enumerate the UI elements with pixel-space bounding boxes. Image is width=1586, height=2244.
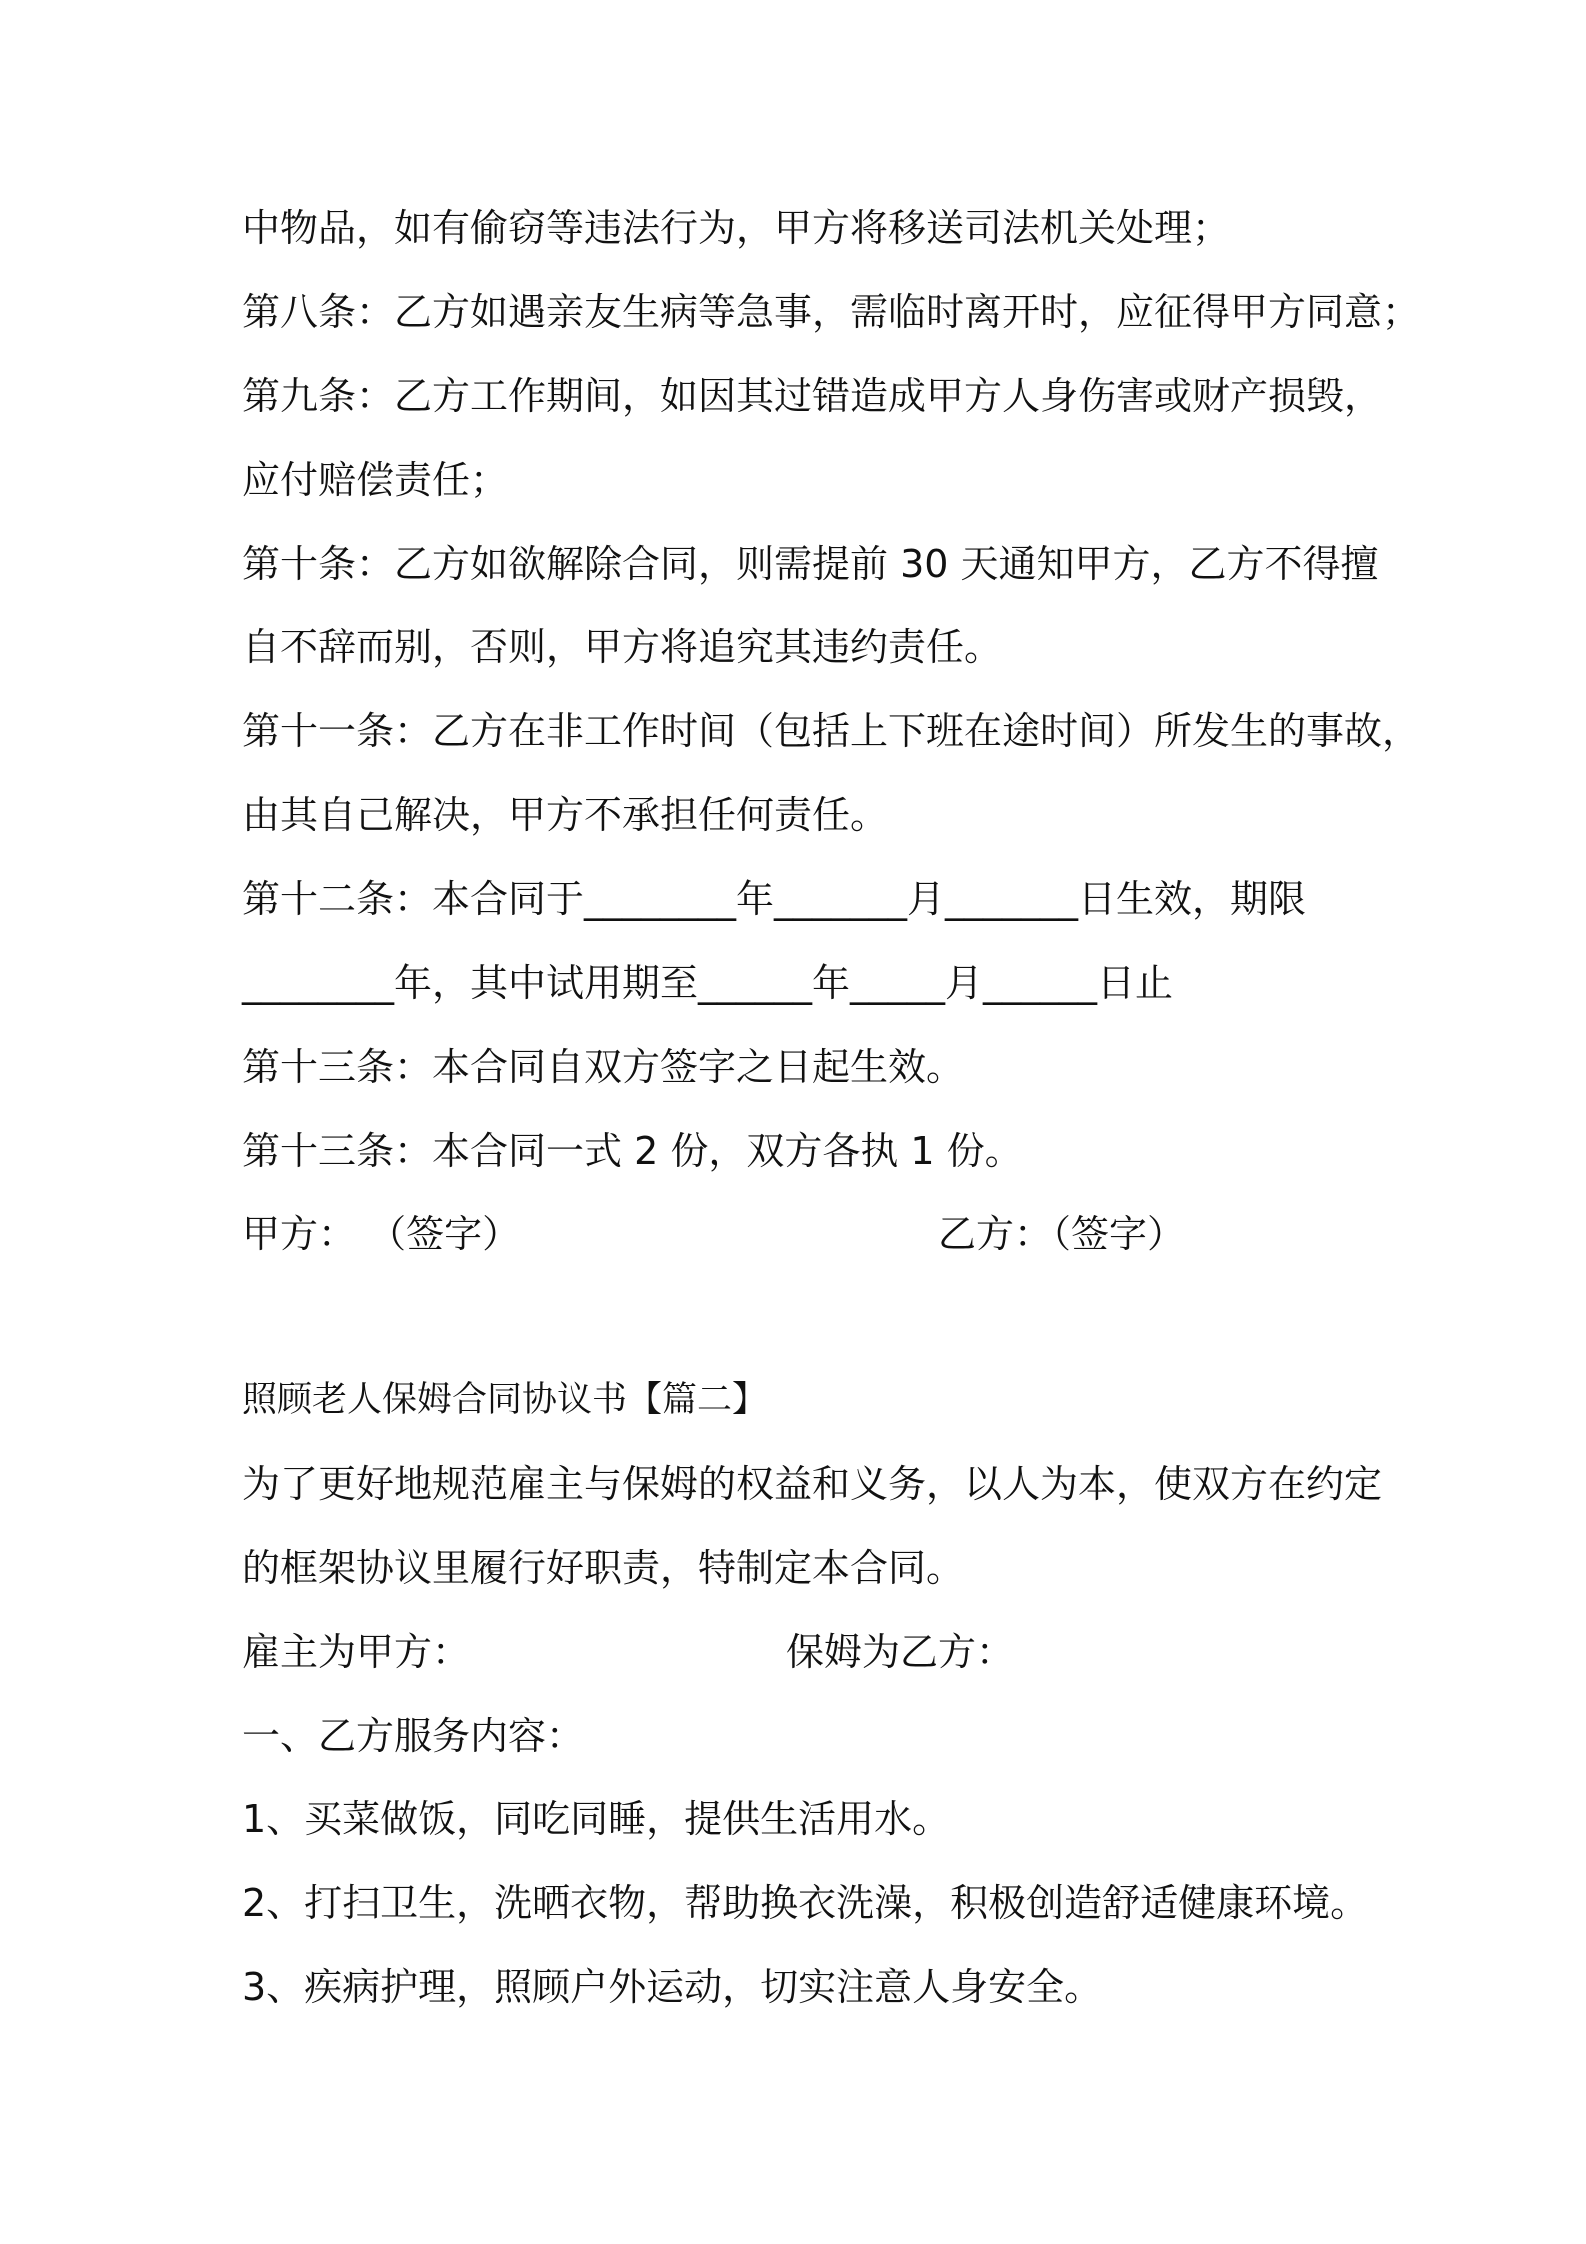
clause-10-cont: 自不辞而别，否则，甲方将追究其违约责任。	[242, 625, 1003, 669]
clause-10: 第十条：乙方如欲解除合同，则需提前 30 天通知甲方，乙方不得擅	[242, 542, 1379, 586]
clause-12-cont: ________年，其中试用期至______年_____月______日止	[242, 961, 1174, 1005]
clause-11-cont: 由其自己解决，甲方不承担任何责任。	[242, 793, 889, 837]
clause-9: 第九条：乙方工作期间，如因其过错造成甲方人身伤害或财产损毁，	[242, 374, 1383, 418]
employer-label: 雇主为甲方：	[242, 1630, 471, 1674]
service-item-1: 1、买菜做饭，同吃同睡，提供生活用水。	[242, 1797, 951, 1841]
text-line: 中物品，如有偷窃等违法行为，甲方将移送司法机关处理；	[242, 206, 1231, 250]
clause-13-copies: 第十三条：本合同一式 2 份，双方各执 1 份。	[242, 1129, 1023, 1173]
section-title: 照顾老人保姆合同协议书【篇二】	[242, 1380, 768, 1420]
clause-11: 第十一条：乙方在非工作时间（包括上下班在途时间）所发生的事故，	[242, 709, 1421, 753]
signature-party-b: 乙方：（签字）	[938, 1212, 1186, 1256]
service-item-3: 3、疾病护理，照顾户外运动，切实注意人身安全。	[242, 1965, 1103, 2009]
nanny-label: 保姆为乙方：	[786, 1630, 1015, 1674]
clause-13: 第十三条：本合同自双方签字之日起生效。	[242, 1045, 965, 1089]
signature-party-a: 甲方： （签字）	[242, 1212, 521, 1256]
clause-12: 第十二条：本合同于________年_______月_______日生效，期限	[242, 877, 1307, 921]
clause-9-cont: 应付赔偿责任；	[242, 458, 509, 502]
intro-line-1: 为了更好地规范雇主与保姆的权益和义务，以人为本，使双方在约定	[242, 1462, 1383, 1506]
service-item-2: 2、打扫卫生，洗晒衣物，帮助换衣洗澡，积极创造舒适健康环境。	[242, 1881, 1369, 1925]
intro-line-2: 的框架协议里履行好职责，特制定本合同。	[242, 1546, 965, 1590]
clause-8: 第八条：乙方如遇亲友生病等急事，需临时离开时，应征得甲方同意；	[242, 290, 1421, 334]
service-heading: 一、乙方服务内容：	[242, 1714, 585, 1758]
